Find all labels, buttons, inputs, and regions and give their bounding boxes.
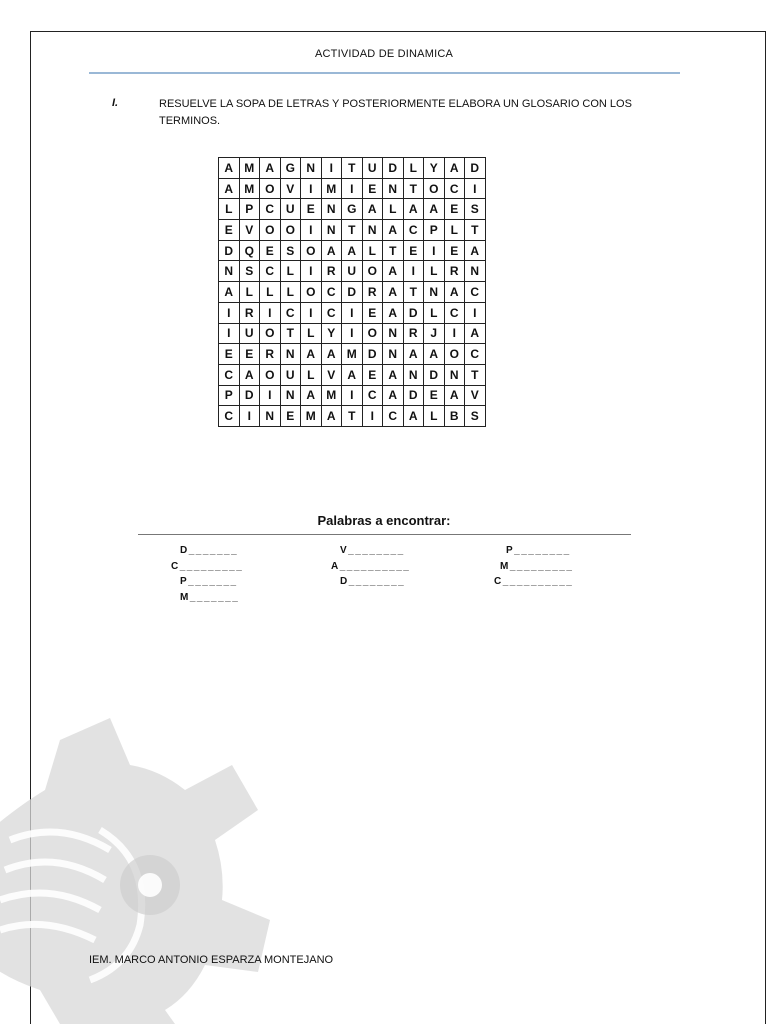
grid-cell: A xyxy=(260,158,281,179)
grid-cell: P xyxy=(219,385,240,406)
grid-row xyxy=(219,406,486,427)
grid-cell: L xyxy=(280,282,301,303)
grid-cell: I xyxy=(424,240,445,261)
grid-cell: N xyxy=(383,323,404,344)
grid-cell: E xyxy=(280,406,301,427)
grid-cell: Y xyxy=(321,323,342,344)
grid-cell: N xyxy=(444,364,465,385)
grid-cell: A xyxy=(444,282,465,303)
grid-cell: L xyxy=(424,261,445,282)
grid-cell: A xyxy=(383,302,404,323)
grid-cell: S xyxy=(239,261,260,282)
grid-cell: A xyxy=(239,364,260,385)
grid-cell: I xyxy=(342,323,363,344)
grid-cell: D xyxy=(362,344,383,365)
grid-cell: I xyxy=(465,302,486,323)
grid-cell: S xyxy=(465,199,486,220)
grid-cell: A xyxy=(403,406,424,427)
grid-cell: A xyxy=(403,344,424,365)
instruction-number: I. xyxy=(112,97,119,109)
grid-cell: O xyxy=(444,344,465,365)
grid-row xyxy=(219,199,486,220)
grid-cell: E xyxy=(362,364,383,385)
grid-cell: R xyxy=(260,344,281,365)
grid-cell: E xyxy=(444,240,465,261)
grid-cell: N xyxy=(260,406,281,427)
grid-cell: B xyxy=(444,406,465,427)
grid-cell: A xyxy=(301,344,322,365)
grid-cell: N xyxy=(362,220,383,241)
grid-cell: A xyxy=(424,344,445,365)
grid-cell: D xyxy=(465,158,486,179)
grid-cell: A xyxy=(465,323,486,344)
grid-cell: N xyxy=(219,261,240,282)
grid-cell: N xyxy=(301,158,322,179)
grid-cell: C xyxy=(362,385,383,406)
grid-cell: N xyxy=(383,178,404,199)
grid-cell: C xyxy=(280,302,301,323)
grid-cell: D xyxy=(403,302,424,323)
grid-cell: E xyxy=(219,344,240,365)
grid-cell: O xyxy=(301,282,322,303)
grid-cell: C xyxy=(403,220,424,241)
grid-cell: T xyxy=(280,323,301,344)
grid-cell: G xyxy=(342,199,363,220)
grid-cell: O xyxy=(260,364,281,385)
grid-cell: T xyxy=(465,220,486,241)
grid-cell: O xyxy=(301,240,322,261)
grid-cell: I xyxy=(465,178,486,199)
grid-cell: D xyxy=(239,385,260,406)
grid-cell: C xyxy=(321,302,342,323)
gear-watermark-icon xyxy=(0,710,300,1024)
grid-cell: G xyxy=(280,158,301,179)
grid-cell: D xyxy=(219,240,240,261)
grid-cell: T xyxy=(342,158,363,179)
grid-cell: O xyxy=(362,323,383,344)
clue-word: M_______ xyxy=(180,592,240,603)
grid-cell: V xyxy=(465,385,486,406)
grid-cell: A xyxy=(342,240,363,261)
clue-word: A__________ xyxy=(331,561,411,572)
grid-cell: D xyxy=(403,385,424,406)
grid-cell: E xyxy=(424,385,445,406)
grid-cell: A xyxy=(383,261,404,282)
grid-cell: E xyxy=(219,220,240,241)
grid-cell: U xyxy=(280,364,301,385)
grid-cell: M xyxy=(239,158,260,179)
grid-cell: U xyxy=(239,323,260,344)
grid-cell: U xyxy=(362,158,383,179)
clue-word: C__________ xyxy=(494,576,574,587)
grid-cell: N xyxy=(383,344,404,365)
clue-word: P_______ xyxy=(180,576,238,587)
grid-cell: P xyxy=(424,220,445,241)
grid-cell: I xyxy=(403,261,424,282)
grid-cell: L xyxy=(383,199,404,220)
grid-cell: O xyxy=(260,323,281,344)
grid-cell: I xyxy=(342,302,363,323)
words-divider xyxy=(138,534,631,535)
grid-cell: I xyxy=(362,406,383,427)
grid-cell: L xyxy=(362,240,383,261)
grid-cell: A xyxy=(465,240,486,261)
grid-cell: C xyxy=(260,199,281,220)
grid-cell: A xyxy=(219,158,240,179)
grid-cell: I xyxy=(301,302,322,323)
grid-cell: V xyxy=(239,220,260,241)
grid-cell: N xyxy=(424,282,445,303)
grid-cell: R xyxy=(321,261,342,282)
grid-cell: L xyxy=(260,282,281,303)
grid-cell: O xyxy=(280,220,301,241)
grid-cell: V xyxy=(280,178,301,199)
grid-cell: P xyxy=(239,199,260,220)
grid-cell: A xyxy=(383,385,404,406)
clue-word: P________ xyxy=(506,545,571,556)
grid-cell: A xyxy=(383,220,404,241)
grid-cell: N xyxy=(321,199,342,220)
grid-cell: J xyxy=(424,323,445,344)
grid-cell: V xyxy=(321,364,342,385)
grid-cell: D xyxy=(424,364,445,385)
grid-cell: I xyxy=(342,178,363,199)
grid-cell: C xyxy=(219,364,240,385)
clue-word: D_______ xyxy=(180,545,239,556)
grid-cell: M xyxy=(239,178,260,199)
grid-cell: A xyxy=(424,199,445,220)
grid-cell: I xyxy=(301,261,322,282)
grid-cell: Y xyxy=(424,158,445,179)
grid-cell: C xyxy=(444,302,465,323)
words-to-find-title: Palabras a encontrar: xyxy=(317,513,451,528)
grid-cell: M xyxy=(301,406,322,427)
grid-cell: C xyxy=(465,282,486,303)
grid-row xyxy=(219,323,486,344)
grid-cell: L xyxy=(301,323,322,344)
grid-cell: T xyxy=(403,178,424,199)
page-title: ACTIVIDAD DE DINAMICA xyxy=(314,48,454,60)
grid-cell: L xyxy=(403,158,424,179)
grid-cell: I xyxy=(301,178,322,199)
grid-cell: S xyxy=(280,240,301,261)
grid-row xyxy=(219,282,486,303)
header-divider xyxy=(89,72,680,74)
grid-cell: E xyxy=(260,240,281,261)
grid-cell: L xyxy=(444,220,465,241)
grid-cell: S xyxy=(465,406,486,427)
grid-cell: C xyxy=(444,178,465,199)
grid-cell: A xyxy=(383,364,404,385)
grid-cell: D xyxy=(383,158,404,179)
grid-cell: T xyxy=(465,364,486,385)
grid-cell: L xyxy=(424,302,445,323)
grid-cell: N xyxy=(465,261,486,282)
grid-cell: I xyxy=(219,323,240,344)
grid-cell: R xyxy=(444,261,465,282)
grid-row xyxy=(219,302,486,323)
grid-row xyxy=(219,240,486,261)
grid-cell: A xyxy=(321,344,342,365)
grid-cell: E xyxy=(301,199,322,220)
word-search-grid xyxy=(218,157,486,427)
grid-cell: E xyxy=(362,302,383,323)
grid-cell: E xyxy=(444,199,465,220)
grid-cell: O xyxy=(260,220,281,241)
grid-cell: O xyxy=(362,261,383,282)
grid-cell: A xyxy=(403,199,424,220)
grid-cell: C xyxy=(219,406,240,427)
clue-word: D________ xyxy=(340,576,406,587)
grid-row xyxy=(219,220,486,241)
grid-cell: L xyxy=(239,282,260,303)
grid-cell: D xyxy=(342,282,363,303)
grid-cell: E xyxy=(403,240,424,261)
grid-cell: N xyxy=(403,364,424,385)
grid-row xyxy=(219,364,486,385)
grid-cell: I xyxy=(260,385,281,406)
grid-cell: U xyxy=(280,199,301,220)
grid-cell: M xyxy=(321,385,342,406)
grid-cell: L xyxy=(424,406,445,427)
grid-cell: I xyxy=(239,406,260,427)
grid-cell: N xyxy=(280,344,301,365)
grid-cell: R xyxy=(403,323,424,344)
grid-cell: L xyxy=(219,199,240,220)
grid-cell: O xyxy=(424,178,445,199)
grid-cell: M xyxy=(342,344,363,365)
grid-cell: I xyxy=(342,385,363,406)
grid-cell: T xyxy=(342,220,363,241)
grid-cell: T xyxy=(383,240,404,261)
grid-cell: A xyxy=(219,178,240,199)
grid-cell: M xyxy=(321,178,342,199)
grid-cell: A xyxy=(444,158,465,179)
grid-cell: E xyxy=(239,344,260,365)
grid-cell: O xyxy=(260,178,281,199)
grid-cell: C xyxy=(321,282,342,303)
grid-cell: I xyxy=(301,220,322,241)
grid-row xyxy=(219,158,486,179)
grid-cell: C xyxy=(383,406,404,427)
grid-cell: R xyxy=(362,282,383,303)
instruction-text: RESUELVE LA SOPA DE LETRAS Y POSTERIORMENTE ELABORA UN GLOSARIO CON LOS TERMINOS. xyxy=(159,98,632,127)
grid-cell: L xyxy=(301,364,322,385)
grid-cell: A xyxy=(321,406,342,427)
grid-cell: A xyxy=(342,364,363,385)
grid-cell: R xyxy=(239,302,260,323)
clue-word: C_________ xyxy=(171,561,244,572)
grid-cell: I xyxy=(321,158,342,179)
grid-cell: N xyxy=(321,220,342,241)
grid-cell: C xyxy=(465,344,486,365)
grid-row xyxy=(219,261,486,282)
grid-cell: E xyxy=(362,178,383,199)
grid-cell: A xyxy=(321,240,342,261)
grid-cell: N xyxy=(280,385,301,406)
grid-cell: A xyxy=(444,385,465,406)
grid-cell: I xyxy=(444,323,465,344)
grid-cell: L xyxy=(280,261,301,282)
clue-word: V________ xyxy=(340,545,405,556)
grid-cell: U xyxy=(342,261,363,282)
grid-row xyxy=(219,178,486,199)
grid-cell: Q xyxy=(239,240,260,261)
grid-cell: A xyxy=(219,282,240,303)
footer-author: IEM. MARCO ANTONIO ESPARZA MONTEJANO xyxy=(89,954,334,966)
grid-cell: T xyxy=(342,406,363,427)
grid-cell: C xyxy=(260,261,281,282)
grid-cell: I xyxy=(260,302,281,323)
grid-row xyxy=(219,344,486,365)
clue-word: M_________ xyxy=(500,561,574,572)
grid-cell: A xyxy=(362,199,383,220)
grid-cell: I xyxy=(219,302,240,323)
grid-row xyxy=(219,385,486,406)
grid-cell: T xyxy=(403,282,424,303)
grid-cell: A xyxy=(383,282,404,303)
grid-cell: A xyxy=(301,385,322,406)
